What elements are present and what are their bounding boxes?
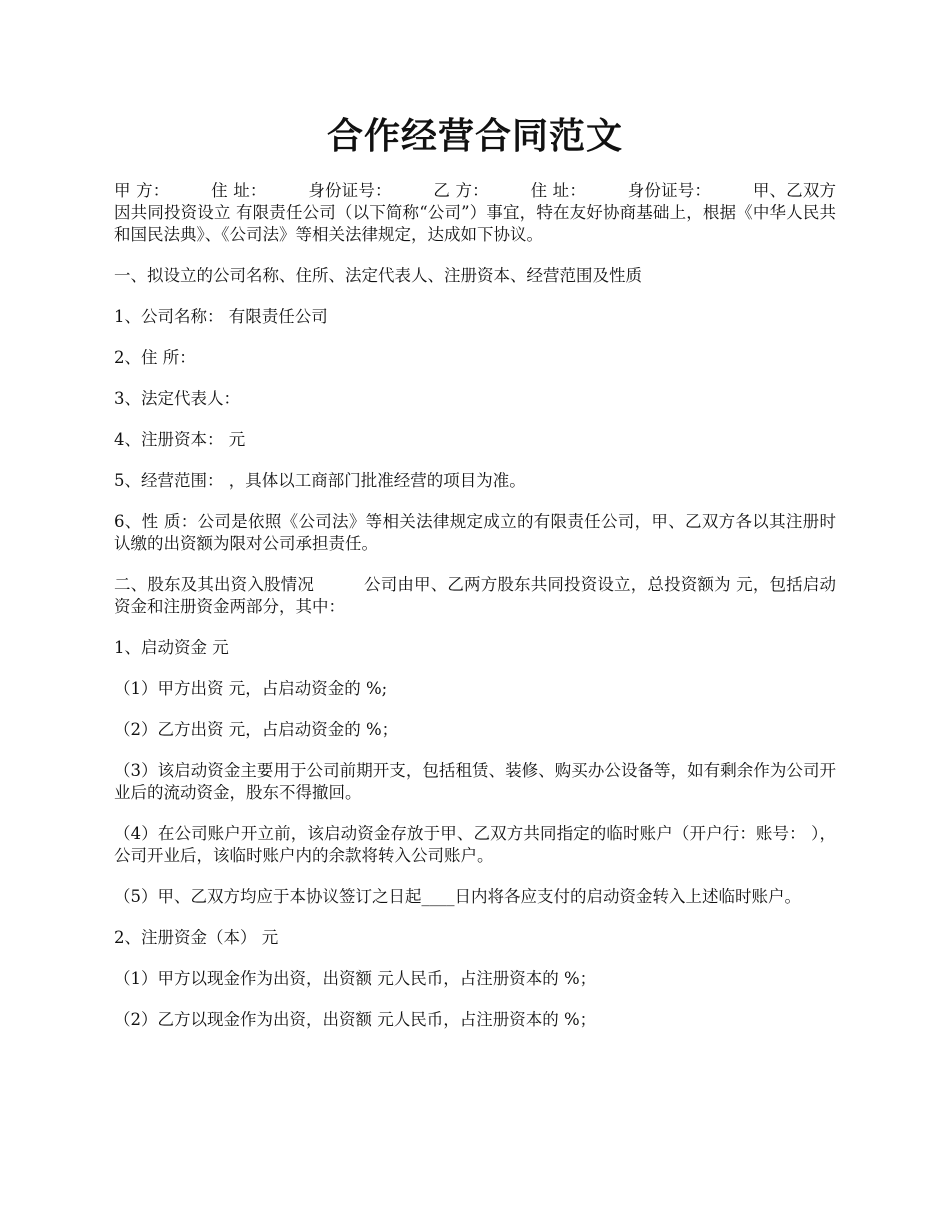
paragraph-parties: 甲 方： 住 址： 身份证号： 乙 方： 住 址： 身份证号： 甲、乙双方因共同投资设立 有限责任公司（以下简称“公司”）事宜，特在友好协商基础上，根据《中华人民共和国民法典》、《公司法》等相关法律规定，达成如下协议。	[114, 181, 836, 244]
clause-registered-funds: 2、注册资金（本） 元	[114, 928, 279, 947]
document-body	[114, 180, 836, 1050]
clause-registered-party-a: （1）甲方以现金作为出资，出资额 元人民币，占注册资本的 %；	[114, 969, 597, 988]
clause-startup-funds: 1、启动资金 元	[114, 638, 229, 657]
clause-company-name: 1、公司名称： 有限责任公司	[114, 307, 328, 326]
clause-startup-usage: （3）该启动资金主要用于公司前期开支，包括租赁、装修、购买办公设备等，如有剩余作为公司开业后的流动资金，股东不得撤回。	[114, 761, 836, 802]
clause-startup-party-a: （1）甲方出资 元，占启动资金的 %;	[114, 679, 388, 698]
clause-business-scope: 5、经营范围： ，具体以工商部门批准经营的项目为准。	[114, 471, 526, 490]
clause-temporary-account: （4）在公司账户开立前，该启动资金存放于甲、乙双方共同指定的临时账户（开户行：账号： ），公司开业后，该临时账户内的余款将转入公司账户。	[114, 824, 836, 865]
clause-transfer-deadline: （5）甲、乙双方均应于本协议签订之日起____日内将各应支付的启动资金转入上述临时账户。	[114, 887, 801, 906]
clause-registered-party-b: （2）乙方以现金作为出资，出资额 元人民币，占注册资本的 %；	[114, 1010, 597, 1029]
clause-nature: 6、性 质：公司是依照《公司法》等相关法律规定成立的有限责任公司，甲、乙双方各以其注册时认缴的出资额为限对公司承担责任。	[114, 512, 836, 553]
section-heading-2: 二、股东及其出资入股情况 公司由甲、乙两方股东共同投资设立，总投资额为 元，包括启动资金和注册资金两部分，其中：	[114, 575, 836, 616]
clause-legal-representative: 3、法定代表人：	[114, 389, 240, 408]
clause-startup-party-b: （2）乙方出资 元，占启动资金的 %；	[114, 720, 399, 739]
document-title: 合作经营合同范文	[326, 115, 623, 157]
clause-address: 2、住 所：	[114, 348, 196, 367]
clause-registered-capital: 4、注册资本： 元	[114, 430, 246, 449]
section-heading-1: 一、拟设立的公司名称、住所、法定代表人、注册资本、经营范围及性质	[114, 266, 642, 285]
